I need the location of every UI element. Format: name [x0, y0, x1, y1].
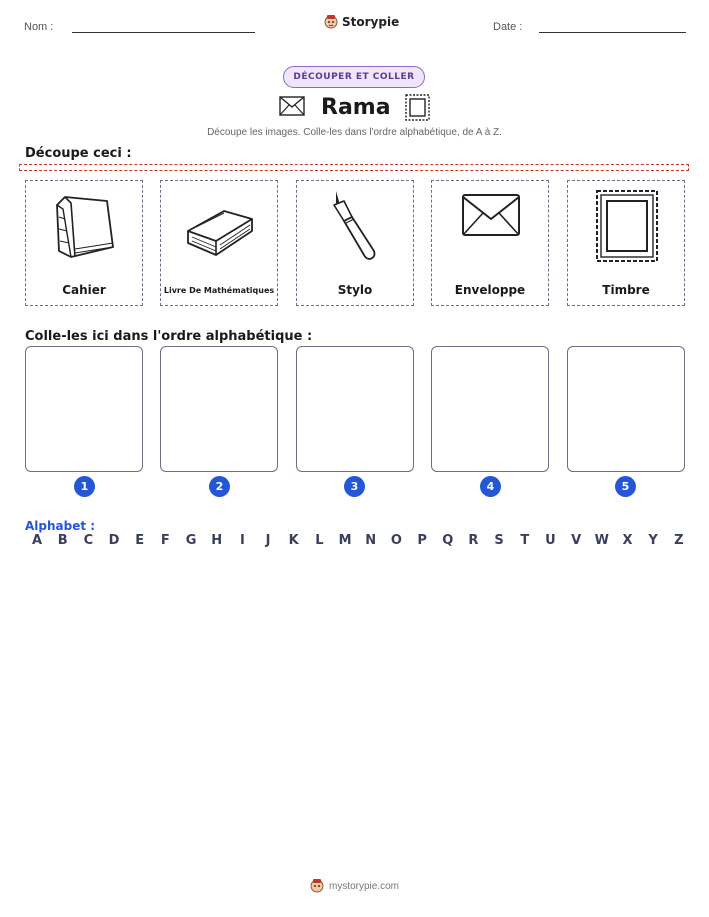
name-line[interactable]: [72, 32, 255, 33]
alphabet-letter: C: [83, 533, 94, 548]
alphabet-letter: J: [265, 533, 271, 548]
alphabet-letter: O: [390, 533, 402, 548]
alphabet-letter: A: [31, 533, 43, 548]
storypie-mascot-icon: [310, 878, 324, 894]
cut-card-timbre[interactable]: [567, 180, 685, 306]
alphabet-letter: P: [417, 533, 427, 548]
paste-slot-5[interactable]: [567, 346, 685, 472]
paste-slot-1[interactable]: [25, 346, 143, 472]
alphabet-letter: F: [160, 533, 170, 548]
slot-number: 5: [615, 476, 636, 497]
brand-name: Storypie: [342, 15, 400, 29]
alphabet-letter: K: [288, 533, 299, 548]
cut-heading: Découpe ceci :: [25, 146, 132, 161]
notebook-icon: [45, 187, 125, 267]
pen-icon: [316, 187, 396, 267]
alphabet-letter: Q: [442, 533, 454, 548]
paste-heading: Colle-les ici dans l'ordre alphabétique :: [25, 329, 313, 344]
alphabet-letter: V: [571, 533, 582, 548]
alphabet-letter: U: [545, 533, 556, 548]
paste-slot-2[interactable]: [160, 346, 278, 472]
alphabet-letter: L: [315, 533, 324, 548]
slot-number: 4: [480, 476, 501, 497]
alphabet-letter: N: [365, 533, 377, 548]
alphabet-letter: D: [108, 533, 120, 548]
slot-number: 3: [344, 476, 365, 497]
alphabet-letter: X: [622, 533, 633, 548]
cut-card-stylo[interactable]: [296, 180, 414, 306]
cut-line: [19, 164, 689, 171]
cut-card-livre-de-mathematiques[interactable]: [160, 180, 278, 306]
date-label: Date :: [493, 21, 523, 33]
brand-logo: [324, 14, 399, 30]
alphabet-letter: G: [185, 533, 197, 548]
card-label: Stylo: [337, 283, 373, 297]
card-label: Livre De Mathématiques: [163, 286, 275, 295]
alphabet-letter: Z: [674, 533, 684, 548]
footer-url[interactable]: mystorypie.com: [328, 880, 399, 892]
page-title: Rama: [321, 95, 391, 120]
card-label: Enveloppe: [454, 283, 526, 297]
alphabet-letter: Y: [648, 533, 658, 548]
paste-slot-3[interactable]: [296, 346, 414, 472]
stamp-icon: [404, 93, 431, 122]
stamp-icon: [587, 187, 667, 267]
cut-card-cahier[interactable]: [25, 180, 143, 306]
alphabet-letter: R: [468, 533, 479, 548]
math-book-icon: [180, 187, 260, 267]
name-label: Nom :: [24, 21, 54, 33]
alphabet-letter: B: [57, 533, 68, 548]
envelope-icon: [451, 187, 531, 267]
alphabet-heading: Alphabet :: [25, 519, 96, 533]
alphabet-letter: W: [594, 533, 609, 548]
card-label: Timbre: [602, 283, 650, 297]
envelope-icon: [279, 96, 305, 116]
date-line[interactable]: [539, 32, 686, 33]
paste-slot-4[interactable]: [431, 346, 549, 472]
alphabet-letter: E: [135, 533, 145, 548]
slot-number: 1: [74, 476, 95, 497]
card-label: Cahier: [62, 283, 106, 297]
instructions: Découpe les images. Colle-les dans l'ordre alphabétique, de A à Z.: [207, 127, 502, 138]
footer: [0, 878, 709, 894]
alphabet-letter: T: [520, 533, 530, 548]
alphabet-letter: M: [338, 533, 352, 548]
alphabet-letter: H: [211, 533, 223, 548]
alphabet-letter: I: [239, 533, 245, 548]
storypie-mascot-icon: [324, 14, 338, 30]
alphabet-letter: S: [494, 533, 504, 548]
cut-card-enveloppe[interactable]: [431, 180, 549, 306]
activity-badge: DÉCOUPER ET COLLER: [283, 66, 425, 88]
alphabet-row: [28, 533, 688, 548]
slot-number: 2: [209, 476, 230, 497]
